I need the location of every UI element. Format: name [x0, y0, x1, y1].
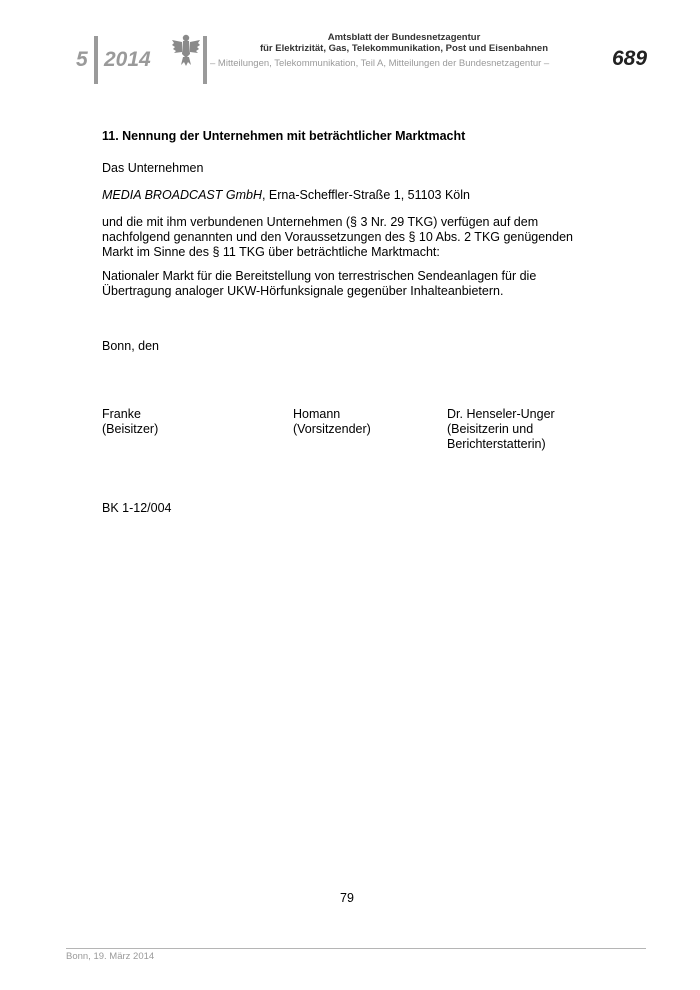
header-divider — [94, 36, 98, 84]
signatory-name: Dr. Henseler-Unger — [447, 407, 555, 421]
company-name: MEDIA BROADCAST GmbH — [102, 188, 262, 202]
page-number-bottom: 79 — [340, 891, 354, 905]
signatory-name: Franke — [102, 407, 141, 421]
publication-title — [210, 32, 598, 54]
signatory-block — [293, 407, 371, 437]
issue-year: 2014 — [104, 48, 151, 71]
paragraph-market: Nationaler Markt für die Bereitstellung von terrestrischen Sendeanlagen für die Übertragung analoger UKW-Hörfunksignale gegenüber Inhalteanbietern. — [102, 269, 537, 298]
signatory-role-continued: Berichterstatterin) — [447, 437, 546, 451]
intro-text: Das Unternehmen — [102, 161, 204, 175]
company-line — [102, 188, 470, 203]
signatory-role: (Beisitzerin und — [447, 422, 534, 436]
signatory-role: (Vorsitzender) — [293, 422, 371, 436]
case-reference: BK 1-12/004 — [102, 501, 172, 515]
publication-title-line2: für Elektrizität, Gas, Telekommunikation, Post und Eisenbahnen — [259, 43, 549, 54]
footer-divider — [66, 948, 646, 949]
company-address: , Erna-Scheffler-Straße 1, 51103 Köln — [261, 188, 470, 202]
place-date: Bonn, den — [102, 339, 159, 353]
section-heading: 11. Nennung der Unternehmen mit beträchtlicher Marktmacht — [102, 129, 466, 143]
footer-text: Bonn, 19. März 2014 — [66, 951, 155, 962]
paragraph-affiliates: und die mit ihm verbundenen Unternehmen (§ 3 Nr. 29 TKG) verfügen auf dem nachfolgend genannten und den Voraussetzungen des § 10 Abs. 2 TKG genügenden Markt im Sinne des § 11 TKG über beträchtliche Marktmacht: — [102, 215, 573, 259]
page-number-header: 689 — [612, 47, 648, 70]
header-divider — [203, 36, 207, 84]
signatory-block — [447, 407, 555, 452]
issue-number: 5 — [76, 48, 88, 71]
signatory-name: Homann — [293, 407, 341, 421]
federal-eagle-icon — [171, 32, 201, 68]
publication-subtitle: – Mitteilungen, Telekommunikation, Teil A, Mitteilungen der Bundesnetzagentur – — [210, 58, 550, 69]
publication-title-line1: Amtsblatt der Bundesnetzagentur — [327, 32, 481, 43]
signatory-role: (Beisitzer) — [102, 422, 159, 436]
signatory-block — [102, 407, 158, 437]
